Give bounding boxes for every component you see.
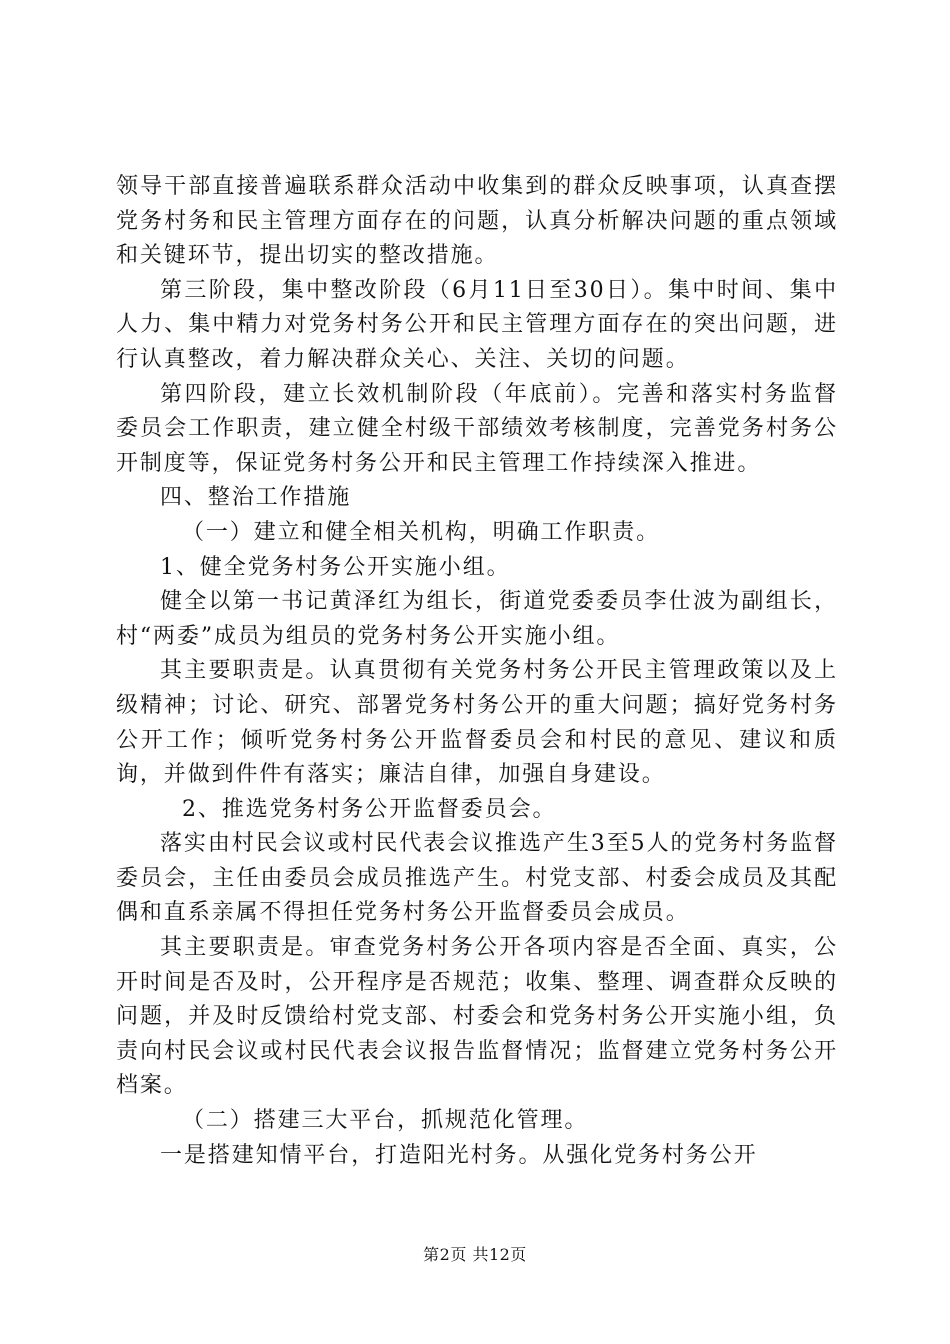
paragraph-committee-duties: 其主要职责是。审查党务村务公开各项内容是否全面、真实，公开时间是否及时，公开程序是否规范；收集、整理、调查群众反映的问题，并及时反馈给村党支部、村委会和党务村务公开实施小组，负责向村民会议或村民代表会议报告监督情况；监督建立党务村务公开档案。: [116, 935, 838, 1099]
paragraph-group-members: 健全以第一书记黄泽红为组长，街道党委委员李仕波为副组长，村“两委”成员为组员的党务村务公开实施小组。: [116, 589, 838, 649]
paragraph-platform-one: 一是搭建知情平台，打造阳光村务。从强化党务村务公开: [160, 1142, 758, 1168]
paragraph-phase-four: 第四阶段，建立长效机制阶段（年底前）。完善和落实村务监督委员会工作职责，建立健全村级干部绩效考核制度，完善党务村务公开制度等，保证党务村务公开和民主管理工作持续深入推进。: [116, 381, 838, 476]
item-heading-1: 1、健全党务村务公开实施小组。: [160, 554, 511, 580]
page-footer: [0, 1242, 950, 1265]
item-heading-2: 2、推选党务村务公开监督委员会。: [182, 796, 557, 822]
subsection-heading-1: （一）建立和健全相关机构，明确工作职责。: [182, 519, 661, 545]
paragraph-committee-members: 落实由村民会议或村民代表会议推选产生3至5人的党务村务监督委员会，主任由委员会成员推选产生。村党支部、村委会成员及其配偶和直系亲属不得担任党务村务公开监督委员会成员。: [116, 831, 838, 926]
section-heading-measures: 四、整治工作措施: [160, 485, 352, 511]
subsection-heading-2: （二）搭建三大平台，抓规范化管理。: [182, 1108, 589, 1134]
page-number-label: 第2页 共12页: [423, 1245, 527, 1264]
paragraph-group-duties: 其主要职责是。认真贯彻有关党务村务公开民主管理政策以及上级精神；讨论、研究、部署党务村务公开的重大问题；搞好党务村务公开工作；倾听党务村务公开监督委员会和村民的意见、建议和质询，并做到件件有落实；廉洁自律，加强自身建设。: [116, 658, 838, 788]
paragraph-continuation: 领导干部直接普遍联系群众活动中收集到的群众反映事项，认真查摆党务村务和民主管理方面存在的问题，认真分析解决问题的重点领域和关键环节，提出切实的整改措施。: [116, 174, 838, 269]
paragraph-phase-three: 第三阶段，集中整改阶段（6月11日至30日）。集中时间、集中人力、集中精力对党务村务公开和民主管理方面存在的突出问题，进行认真整改，着力解决群众关心、关注、关切的问题。: [116, 277, 838, 372]
document-body: [116, 170, 838, 1173]
